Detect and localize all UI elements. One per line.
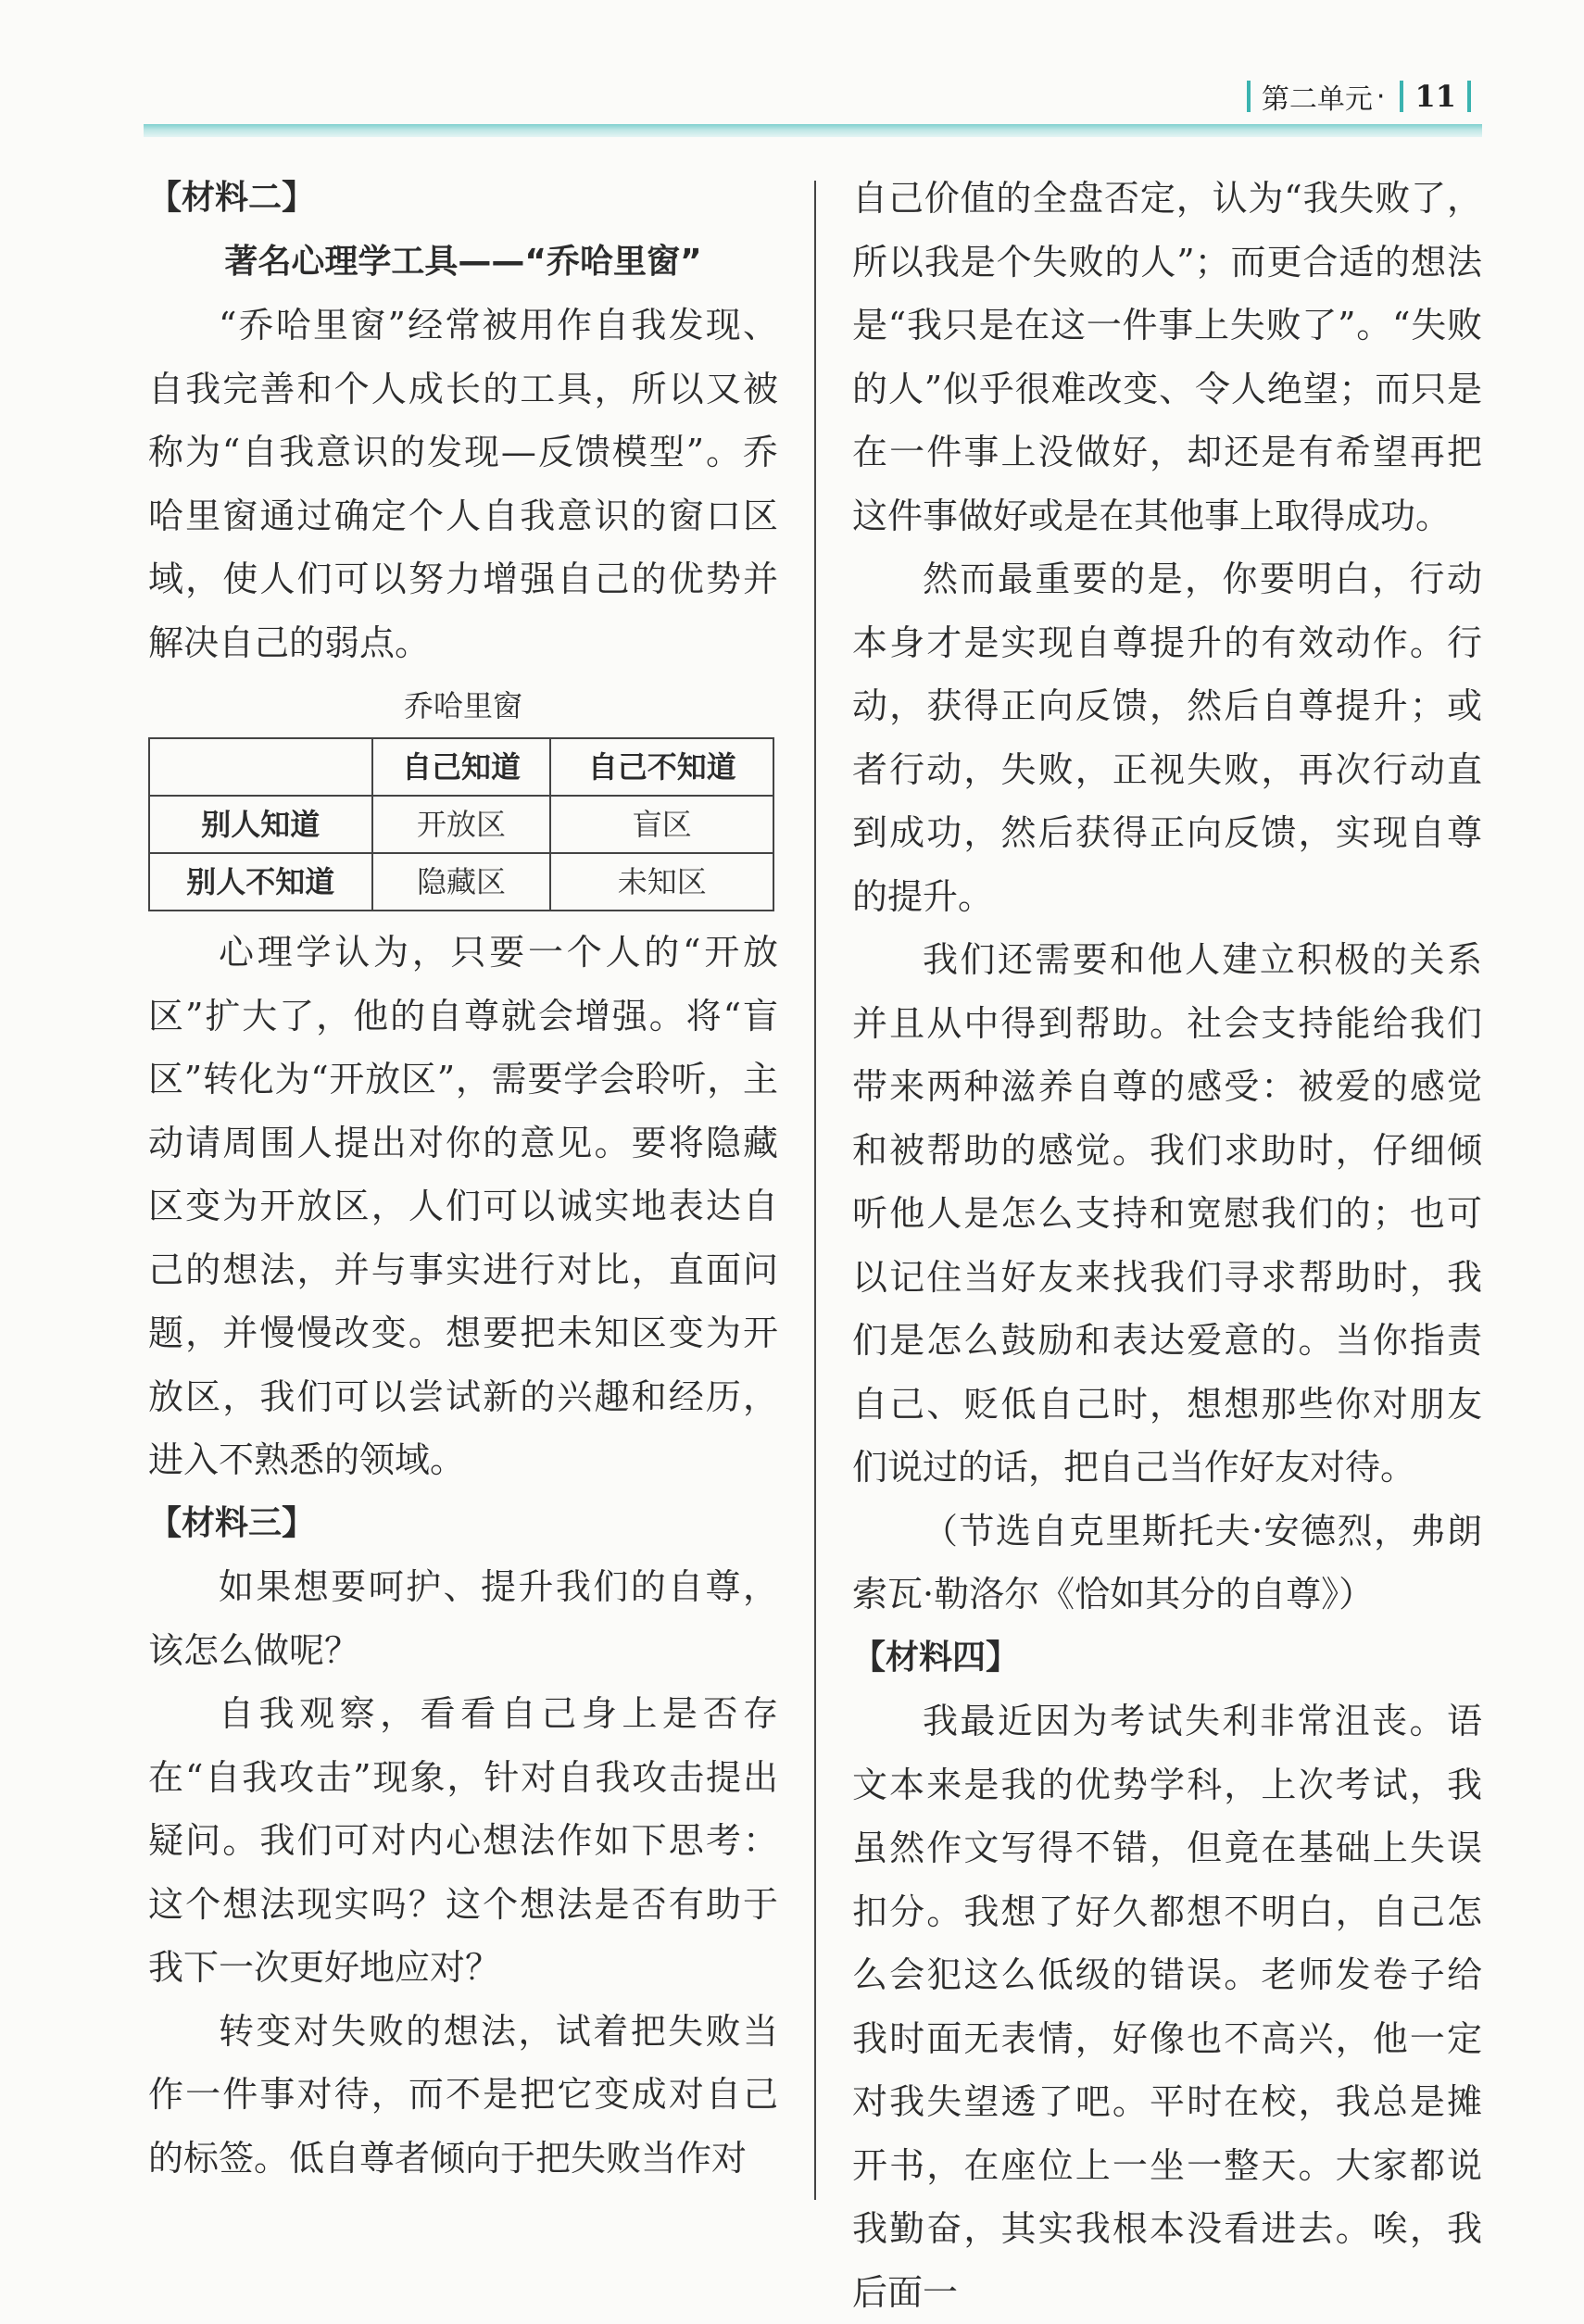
- header-separator: [1467, 81, 1471, 112]
- header-dot: ·: [1376, 80, 1386, 113]
- left-column: [148, 167, 778, 2190]
- table-cell: 隐藏区: [372, 853, 551, 911]
- table-corner-cell: [149, 738, 372, 796]
- material-3-paragraph-4: 然而最重要的是，你要明白，行动本身才是实现自尊提升的有效动作。行动，获得正向反馈，然后自尊提升；或者行动，失败，正视失败，再次行动直到成功，然后获得正向反馈，实现自尊的提升。: [852, 559, 1482, 917]
- page-header: [144, 72, 1482, 128]
- right-column: [852, 167, 1482, 2324]
- material-3-paragraph-3: 转变对失败的想法，试着把失败当作一件事对待，而不是把它变成对自己的标签。低自尊者倾向于把失败当作对: [148, 2010, 778, 2179]
- header-separator: [1400, 81, 1403, 112]
- table-cell: 盲区: [550, 796, 773, 853]
- table-row: [149, 853, 773, 911]
- table-header-row: [149, 738, 773, 796]
- table-cell: 未知区: [550, 853, 773, 911]
- header-bar: [144, 124, 1482, 137]
- material-3-paragraph-5: 我们还需要和他人建立积极的关系并且从中得到帮助。社会支持能给我们带来两种滋养自尊的感受：被爱的感觉和被帮助的感觉。我们求助时，仔细倾听他人是怎么支持和宽慰我们的；也可以记住当好友来找我们寻求帮助时，我们是怎么鼓励和表达爱意的。当你指责自己、贬低自己时，想想那些你对朋友们说过的话，把自己当作好友对待。: [852, 939, 1482, 1488]
- column-divider: [814, 181, 816, 2200]
- header-separator: [1247, 81, 1251, 112]
- page-number: 11: [1414, 79, 1456, 114]
- material-3-paragraph-3-continued: 自己价值的全盘否定，认为“我失败了，所以我是个失败的人”；而更合适的想法是“我只是在这一件事上失败了”。“失败的人”似乎很难改变、令人绝望；而只是在一件事上没做好，却还是有希望再把这件事做好或是在其他事上取得成功。: [852, 178, 1482, 536]
- table-col-header: 自己不知道: [550, 738, 773, 796]
- table-row: [149, 796, 773, 853]
- table-caption: 乔哈里窗: [403, 688, 522, 723]
- johari-window-table: [148, 737, 774, 911]
- table-row-header: 别人不知道: [149, 853, 372, 911]
- material-2-paragraph-2: 心理学认为，只要一个人的“开放区”扩大了，他的自尊就会增强。将“盲区”转化为“开放区”，需要学会聆听，主动请周围人提出对你的意见。要将隐藏区变为开放区，人们可以诚实地表达自己的想法，并与事实进行对比，直面问题，并慢慢改变。想要把未知区变为开放区，我们可以尝试新的兴趣和经历，进入不熟悉的领域。: [148, 932, 778, 1480]
- material-3-source: （节选自克里斯托夫·安德烈，弗朗索瓦·勒洛尔《恰如其分的自尊》）: [852, 1510, 1482, 1614]
- material-2-label: 【材料二】: [148, 179, 316, 217]
- material-3-label: 【材料三】: [148, 1503, 316, 1542]
- material-4-paragraph-1: 我最近因为考试失利非常沮丧。语文本来是我的优势学科，上次考试，我虽然作文写得不错，但竟在基础上失误扣分。我想了好久都想不明白，自己怎么会犯这么低级的错误。老师发卷子给我时面无表情，好像也不高兴，他一定对我失望透了吧。平时在校，我总是摊开书，在座位上一坐一整天。大家都说我勤奋，其实我根本没看进去。唉，我后面一: [852, 1701, 1482, 2313]
- material-2-paragraph-1: “乔哈里窗”经常被用作自我发现、自我完善和个人成长的工具，所以又被称为“自我意识的发现—反馈模型”。乔哈里窗通过确定个人自我意识的窗口区域，使人们可以努力增强自己的优势并解决自己的弱点。: [148, 305, 778, 663]
- material-2-title: 著名心理学工具——“乔哈里窗”: [224, 242, 702, 281]
- material-4-label: 【材料四】: [852, 1638, 1020, 1677]
- unit-title: 第二单元: [1261, 83, 1373, 116]
- table-cell: 开放区: [372, 796, 551, 853]
- header-info: [1236, 76, 1482, 117]
- material-3-paragraph-2: 自我观察，看看自己身上是否存在“自我攻击”现象，针对自我攻击提出疑问。我们可对内心想法作如下思考：这个想法现实吗？这个想法是否有助于我下一次更好地应对？: [148, 1693, 778, 1988]
- table-col-header: 自己知道: [372, 738, 551, 796]
- material-3-paragraph-1: 如果想要呵护、提升我们的自尊，该怎么做呢？: [148, 1566, 778, 1671]
- table-row-header: 别人知道: [149, 796, 372, 853]
